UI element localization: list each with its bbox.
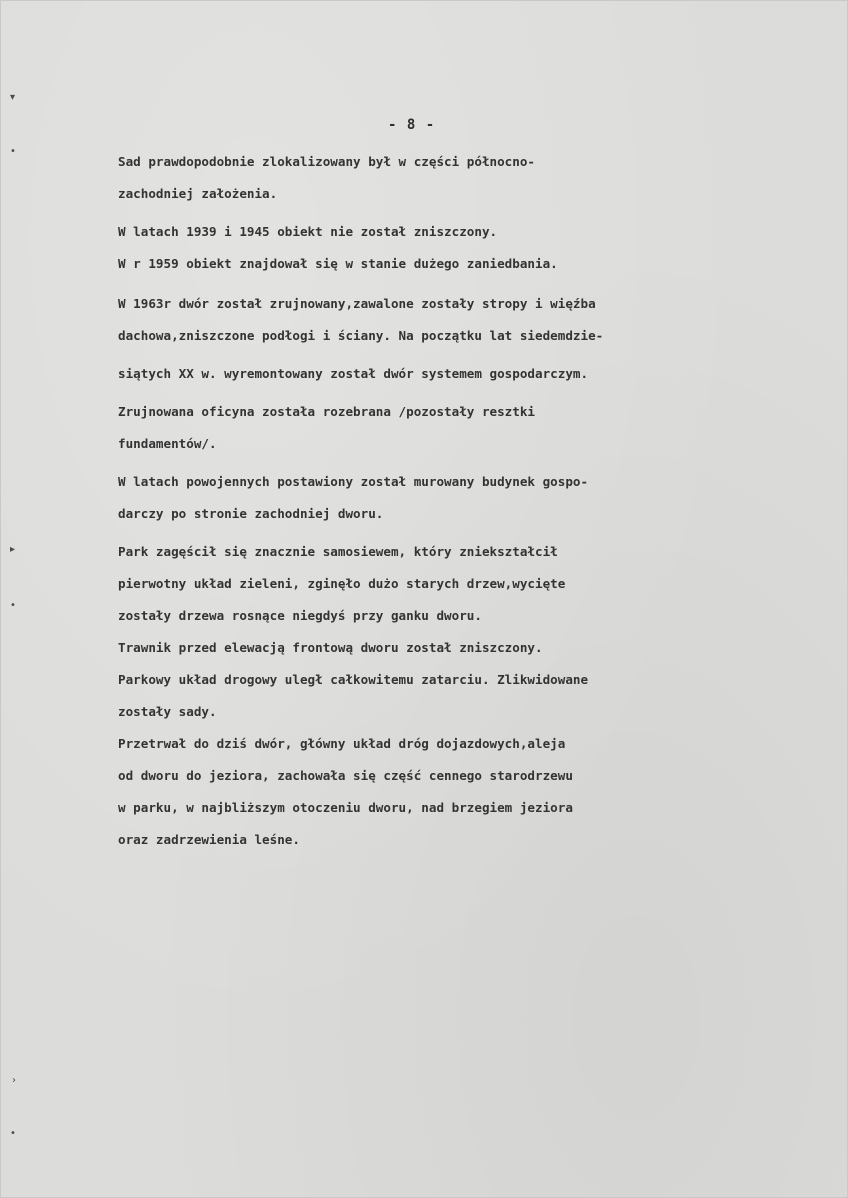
margin-mark: • [10, 146, 16, 157]
page-number: - 8 - [388, 117, 436, 133]
text-line: Sad prawdopodobnie zlokalizowany był w części północno- [118, 154, 536, 169]
text-line: zachodniej założenia. [118, 186, 278, 201]
text-line: oraz zadrzewienia leśne. [118, 832, 300, 847]
margin-mark: • [10, 1128, 16, 1139]
margin-mark: ▾ [10, 92, 16, 103]
text-line: Parkowy układ drogowy uległ całkowitemu zatarciu. Zlikwidowane [118, 672, 589, 687]
text-line: fundamentów/. [118, 436, 217, 451]
margin-mark: ▸ [10, 544, 16, 555]
text-line: dachowa,zniszczone podłogi i ściany. Na początku lat siedemdzie- [118, 328, 604, 343]
text-line: siątych XX w. wyremontowany został dwór systemem gospodarczym. [118, 366, 589, 381]
text-line: darczy po stronie zachodniej dworu. [118, 506, 384, 521]
text-line: W 1963r dwór został zrujnowany,zawalone zostały stropy i więźba [118, 296, 596, 311]
text-line: pierwotny układ zieleni, zginęło dużo starych drzew,wycięte [118, 576, 566, 591]
text-line: W latach 1939 i 1945 obiekt nie został zniszczony. [118, 224, 498, 239]
margin-mark: • [10, 600, 16, 611]
text-line: Zrujnowana oficyna została rozebrana /pozostały resztki [118, 404, 536, 419]
text-line: zostały sady. [118, 704, 217, 719]
text-line: W r 1959 obiekt znajdował się w stanie dużego zaniedbania. [118, 256, 558, 271]
document-body [118, 146, 818, 856]
text-line: Trawnik przed elewacją frontową dworu został zniszczony. [118, 640, 543, 655]
text-line: W latach powojennych postawiony został murowany budynek gospo- [118, 474, 589, 489]
text-line: od dworu do jeziora, zachowała się część cennego starodrzewu [118, 768, 573, 783]
text-line: zostały drzewa rosnące niegdyś przy ganku dworu. [118, 608, 482, 623]
text-line: w parku, w najbliższym otoczeniu dworu, nad brzegiem jeziora [118, 800, 573, 815]
text-line: Park zagęścił się znacznie samosiewem, który zniekształcił [118, 544, 558, 559]
text-line: Przetrwał do dziś dwór, główny układ dróg dojazdowych,aleja [118, 736, 566, 751]
margin-mark: › [12, 1075, 16, 1086]
